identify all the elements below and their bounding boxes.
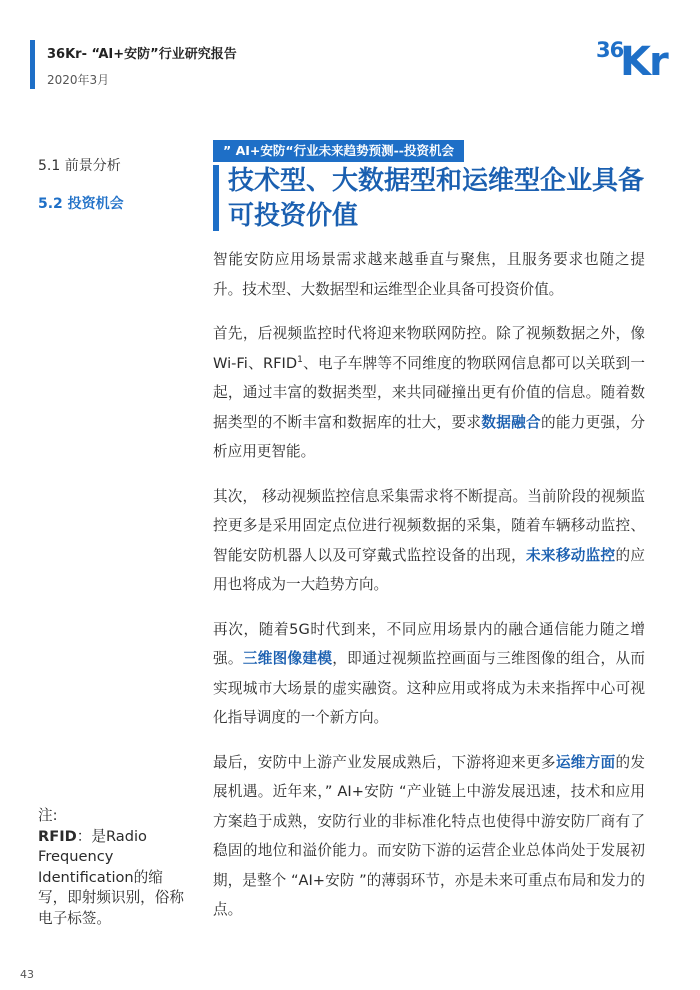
section-nav (38, 155, 124, 231)
title-accent-bar (213, 165, 219, 231)
page-number: 43 (20, 968, 34, 981)
footnote-text: ：是Radio Frequency Identification的缩写，即射频识别，俗称电子标签。 (38, 827, 184, 927)
paragraph-intro-text: 智能安防应用场景需求越来越垂直与聚焦，且服务要求也随之提升。技术型、大数据型和运维型企业具备可投资价值。 (213, 251, 645, 298)
paragraph-second (213, 482, 645, 600)
paragraph-intro (213, 245, 645, 304)
logo-kr: Kr (620, 39, 667, 85)
paragraph-first-text-c: 的能力更强，分析应用更智能。 (213, 413, 645, 460)
paragraph-third (213, 615, 645, 733)
header-accent-bar (30, 40, 35, 89)
paragraph-first-text-b: 、电子车牌等不同维度的物联网信息都可以关联到一起，通过丰富的数据类型，来共同碰撞出更有价值的信息。随着数据类型的不断丰富和数据库的壮大，要求 (213, 354, 645, 431)
report-title: 36Kr- “AI+安防”行业研究报告 (47, 47, 237, 62)
paragraph-second-text-b: 的应用也将成为一大趋势方向。 (213, 546, 645, 593)
highlight-operations: 运维方面 (555, 753, 616, 771)
paragraph-fourth-text-a: 最后，安防中上游产业发展成熟后，下游将迎来更多 (213, 753, 556, 771)
footnote-heading: 注: (38, 807, 58, 824)
highlight-data-fusion: 数据融合 (481, 413, 541, 431)
nav-item-5-1[interactable]: 5.1 前景分析 (38, 158, 121, 174)
highlight-3d-modeling: 三维图像建模 (242, 650, 333, 667)
footnote (38, 806, 188, 929)
paragraph-fourth (213, 748, 645, 925)
footnote-body (38, 827, 188, 930)
paragraph-third-text-a: 再次，随着5G时代到来，不同应用场景内的融合通信能力随之增强。 (213, 620, 645, 667)
page-title: 技术型、大数据型和运维型企业具备可投资价值 (228, 166, 645, 231)
36kr-logo (596, 38, 674, 84)
section-tag: ” AI+安防“行业未来趋势预测--投资机会 (213, 140, 464, 162)
logo-36: 36 (596, 38, 624, 62)
footnote-term: RFID (38, 827, 77, 845)
report-date: 2020年3月 (47, 73, 110, 87)
nav-item-5-2[interactable]: 5.2 投资机会 (38, 196, 124, 212)
paragraph-third-text-b: ，即通过视频监控画面与三维图像的组合，从而实现城市大场景的虚实融资。这种应用或将成为未来指挥中心可视化指导调度的一个新方向。 (213, 650, 645, 726)
paragraph-first (213, 319, 645, 467)
paragraph-second-text-a: 其次， 移动视频监控信息采集需求将不断提高。当前阶段的视频监控更多是采用固定点位进行视频数据的采集，随着车辆移动监控、智能安防机器人以及可穿戴式监控设备的出现， (213, 487, 645, 564)
paragraph-fourth-text-b: 的发展机遇。近年来，” AI+安防 “产业链上中游发展迅速，技术和应用方案趋于成熟，安防行业的非标准化特点也使得中游安防厂商有了稳固的地位和溢价能力。而安防下游的运营企业总体尚处于发展初期，是整个 “AI+安防 ”的薄弱环节，亦是未来可重点布局和发力的点。 (213, 753, 645, 918)
highlight-mobile-monitoring: 未来移动监控 (526, 546, 616, 564)
paragraph-first-text-a: 首先，后视频监控时代将迎来物联网防控。除了视频数据之外，像Wi-Fi、RFID (213, 325, 645, 372)
body-content (213, 245, 645, 940)
footnote-ref: 1 (297, 354, 303, 365)
